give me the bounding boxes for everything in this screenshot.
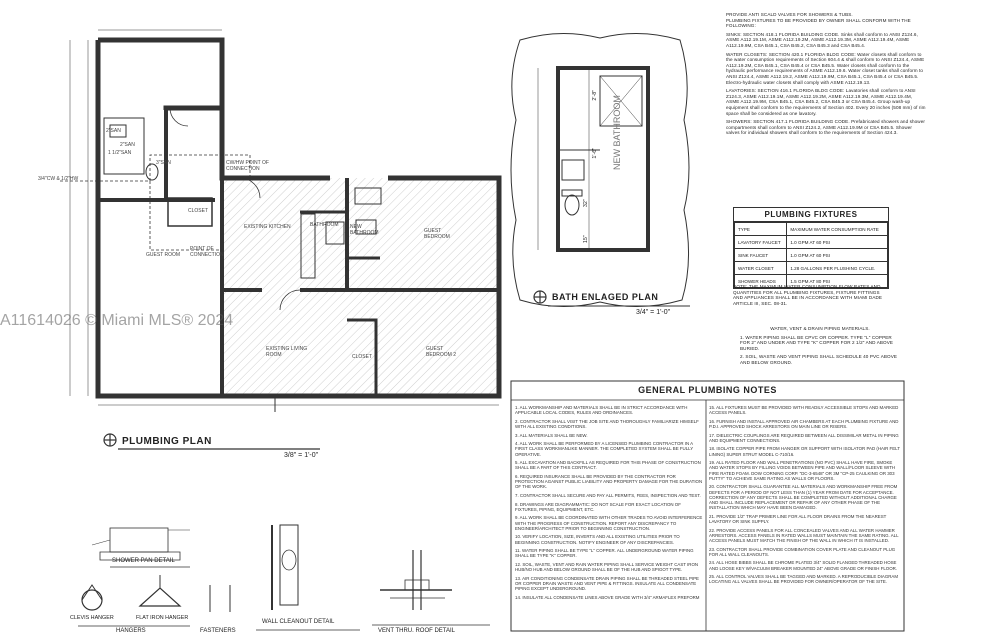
- note-item: 5. ALL EXCAVATION AND BACKFILL AS REQUIRED FOR THIS PHASE OF CONSTRUCTION SHALL BE A PART OF THIS CONTRACT.: [515, 460, 701, 471]
- room-living: EXISTING LIVING ROOM: [266, 346, 308, 358]
- callout-poc: POINT OF CONNECTION: [190, 246, 224, 258]
- note-item: 21. PROVIDE 1/2" TRAP PRIMER LINE FOR ALL FLOOR DRAINS FROM THE NEAREST LAVATORY OR SINK SUPPLY.: [709, 513, 887, 524]
- note-item: 2. CONTRACTOR SHALL VISIT THE JOB SITE AND THOROUGHLY FAMILIARIZE HIMSELF WITH ALL EXISTING CONDITIONS.: [515, 418, 699, 429]
- table-cell: SINK FAUCET: [735, 249, 787, 262]
- piping-item-1: 1. WATER PIPING SHALL BE CPVC OR COPPER. TYPE "L" COPPER FOR 2" AND UNDER AND TYPE "K" COPPER FOR 2 1/2" AND ABOVE BURIED.: [740, 334, 894, 351]
- note-item: 22. PROVIDE ACCESS PANELS FOR ALL CONCEALED VALVES AND ALL WATER HAMMER ARRESTORS. ACCESS PANELS IN RATED WALLS MUST MAINTAIN THE SAME RATING. ALL ACCESS PANELS MUST MATCH THE FINISH OF THE WALL IN WHICH IT IS INSTALLED.: [709, 527, 899, 543]
- bath-dim-4: 15": [582, 235, 589, 244]
- watermark: A11614026 © Miami MLS® 2024: [0, 312, 234, 329]
- table-cell: 1.0 GPM AT 60 PSI: [787, 236, 888, 249]
- fixtures-table: [733, 207, 889, 289]
- bath-scale: 3/4" = 1'-0": [636, 309, 671, 316]
- callout-san-3: 2"SAN: [120, 142, 135, 148]
- room-guest-bedroom: GUEST BEDROOM: [424, 228, 450, 240]
- note-item: 19. ALL RATED FLOOR AND WALL PENETRATIONS (NO PVC) SHALL HAVE FIRE, SMOKE AND WATER STOPS BY FILLING VOIDS BETWEEN PIPE AND WALL/FLOOR SLEEVE WITH FIRE RATED FOAM. DOW CORNING CORP. "DC-3-6548" OR 3M "CP-25 CAULKING OR 303 PUTTY" TO ACHIEVE SAME RATING AS WALLS OR FLOORS.: [709, 460, 896, 481]
- note-item: 13. AIR CONDITIONING CONDENSATE DRAIN PIPING SHALL BE THREADED STEEL PIPE OR COPPER DRAIN WASTE AND VENT PIPE & FITTINGS. INSULATE ALL CONDENSATE PIPING EXCEPT UNDERGROUND.: [515, 575, 699, 592]
- fixtures-note: NOTE: THE MAXIMUM WATER CONSUMPTION FLOW RATES AND QUANTITIES FOR ALL PLUMBING FIXTURES, FIXTURE FITTINGS AND APPLIANCES SHALL BE IN ACCORDANCE WITH MIAMI DADE ARTICLE III, SEC. 08-31.: [733, 284, 883, 306]
- note-item: 15. ALL FIXTURES MUST BE PROVIDED WITH READILY ACCESSIBLE STOPS AND MARKED ACCESS PANELS.: [709, 405, 899, 416]
- note-item: 23. CONTRACTOR SHALL PROVIDE COMBINATION COVER PLATE AND CLEANOUT PLUG FOR ALL WALL CLEANOUTS.: [709, 546, 896, 557]
- note-item: 16. FURNISH AND INSTALL APPROVED AIR CHAMBERS AT EACH PLUMBING FIXTURE AND P.D.I. APPROVED SHOCK ARRESTORS ON MAIN LINE OR RISERS.: [709, 418, 899, 429]
- note-item: 3. ALL MATERIALS SHALL BE NEW.: [515, 432, 588, 438]
- note-item: 20. CONTRACTOR SHALL GUARANTEE ALL MATERIALS AND WORKMANSHIP FREE FROM DEFECTS FOR A PERIOD OF NOT LESS THAN (1) YEAR FROM DATE FOR ACCEPTANCE. CORRECTION OF ANY DEFECTS SHALL BE COMPLETED WITHOUT ADDITIONAL CHARGE AND SHALL INCLUDE REPLACEMENT OR REPAIR OF ANY OTHER PHASE OF THE INSTALLATION WHICH MAY HAVE BEEN DAMAGED.: [709, 484, 898, 511]
- room-kitchen: EXISTING KITCHEN: [244, 224, 291, 230]
- table-header: TYPE: [735, 223, 787, 236]
- bath-dim-1: 2'-8": [592, 89, 599, 101]
- table-cell: WATER CLOSET: [735, 262, 787, 275]
- note-item: 25. ALL CONTROL VALVES SHALL BE TAGGED AND MARKED. A REPRODUCIBLE DIAGRAM LOCATING ALL VALVES SHALL BE PROVIDED FOR OWNER/OPERATOR OF THE SITE.: [709, 574, 899, 585]
- note-item: 4. ALL WORK SHALL BE PERFORMED BY A LICENSED PLUMBING CONTRACTOR IN A FIRST CLASS WORKMANLIKE MANNER. THE COMPLETED SYSTEM SHALL BE FULLY OPERATIVE.: [515, 441, 694, 457]
- table-cell: 1.28 GALLONS PER FLUSHING CYCLE.: [787, 262, 888, 275]
- vent-roof-title: VENT THRU. ROOF DETAIL: [378, 628, 456, 634]
- table-cell: SHOWER HEADS: [735, 275, 787, 288]
- note-item: 14. INSULATE ALL CONDENSATE LINES ABOVE GRADE WITH 3/4" ARMAFLEX PREFORM: [515, 594, 700, 600]
- spec-notes: [726, 12, 926, 136]
- fasteners-title: FASTENERS: [200, 628, 236, 634]
- fixtures-grid: [734, 222, 888, 288]
- note-item: 10. VERIFY LOCATION, SIZE, INVERTS AND ALL EXISTING UTILITIES PRIOR TO BEGINNING CONSTRUCTION. NOTIFY ENGINEER OF ANY DISCREPANCIES.: [515, 534, 680, 545]
- callout-san-1: 2"SAN: [106, 128, 121, 134]
- spec-note-1: PROVIDE ANTI SCALD VALVES FOR SHOWERS & TUBS.: [726, 12, 853, 17]
- note-item: 17. DIELECTRIC COUPLINGS ARE REQUIRED BETWEEN ALL DISSIMILAR METAL IN PIPING AND EQUIPMENT CONNECTIONS.: [709, 432, 899, 443]
- fixtures-title: PLUMBING FIXTURES: [734, 208, 888, 222]
- room-closet-2: CLOSET: [352, 354, 373, 360]
- hangers-title: HANGERS: [116, 628, 146, 634]
- bath-title: BATH ENLAGED PLAN: [552, 292, 659, 302]
- callout-water-size: 3/4"CW & 1/2"HW: [38, 176, 79, 182]
- table-row: [735, 236, 888, 249]
- table-cell: 1.5 GPM AT 80 PSI: [787, 275, 888, 288]
- note-item: 6. REQUIRED INSURANCE SHALL BE PROVIDED BY THE CONTRACTOR FOR PROTECTION AGAINST PUBLIC LIABILITY AND PROPERTY DAMAGE FOR THE DURATION OF THE WORK.: [515, 473, 703, 490]
- note-item: 9. ALL WORK SHALL BE COORDINATED WITH OTHER TRADES TO AVOID INTERFERENCE WITH THE PROGRESS OF CONSTRUCTION. REPORT ANY DISCREPANCY TO ENGINEER/ARCHITECT PRIOR TO BEGINNING CONSTRUCTION.: [515, 515, 703, 531]
- room-guest: GUEST ROOM: [146, 252, 181, 258]
- table-header-row: [735, 223, 888, 236]
- table-cell: 1.0 GPM AT 60 PSI: [787, 249, 888, 262]
- plan-title: PLUMBING PLAN: [122, 436, 212, 447]
- spec-water-closets: WATER CLOSETS: SECTION 420.1 FLORIDA BLDG CODE: Water closets shall conform to the water consumption requirements of Section 604.4 & shall conform to ANSI Z124.4, ASME A112.19.2M, CSA B45.1, CSA B45.4 or CSA B45.5. Water closets shall conform to the hydraulic performance requirements of ASME A112.19.6. Water closet tanks shall conform to ANSI Z124.4, ASME A112.19.2, ASME A112.19.9M, CSA B45.1, CSA B45.4 or CSA B45.5. Electro-hydraulic water closets shall comply with ASME A112.19.13.: [726, 51, 925, 85]
- piping-title: WATER, VENT & DRAIN PIPING MATERIALS.: [770, 326, 870, 331]
- clevis-label: CLEVIS HANGER: [70, 615, 114, 621]
- note-item: 11. WATER PIPING SHALL BE TYPE "L" COPPER. ALL UNDERGROUND WATER PIPING SHALL BE TYPE "K" COPPER.: [515, 548, 694, 559]
- note-item: 18. ISOLATE COPPER PIPE FROM HANGER OR SUPPORT WITH ISOLATOR PAD (HAIR FELT LINING) SUPER STRUT MODEL C-710/16.: [709, 446, 900, 457]
- general-notes-right: [709, 405, 901, 588]
- note-item: 1. ALL WORKMANSHIP AND MATERIALS SHALL BE IN STRICT ACCORDANCE WITH APPLICABLE LOCAL CODES, RULES AND ORDINANCES.: [515, 405, 688, 416]
- table-header: MAXIMUM WATER CONSUMPTION RATE: [787, 223, 888, 236]
- general-notes-left: [515, 405, 703, 603]
- wall-cleanout-title: WALL CLEANOUT DETAIL: [262, 619, 335, 625]
- room-closet: CLOSET: [188, 208, 209, 214]
- callout-connection: CW/HW POINT OF CONNECTION: [226, 160, 269, 172]
- spec-lavatories: LAVATORIES: SECTION 416.1 FLORIDA BLDG CODE: Lavatories shall conform to ANSI Z124.3, ASME A112.19.1M, ASME A112.19.2M, ASME A112.19.3M, ASME A112.19.4M, ASME A112.19.9M, CSA B45.1, CSA B45.2, CSA B45.3 or CSA B45.4. Group wash-up equipment shall conform to the requirements of Section 402. Every 20 inches (508 mm) of rim space shall be considered as one lavatory.: [726, 88, 926, 116]
- callout-san-4: 1 1/2"SAN: [108, 150, 132, 156]
- spec-note-2: PLUMBING FIXTURES TO BE PROVIDED BY OWNER SHALL CONFORM WITH THE FOLLOWING:: [726, 17, 911, 29]
- note-item: 8. DRAWINGS ARE DIAGRAMMATIC: DO NOT SCALE FOR EXACT LOCATION OF FIXTURES, PIPING, EQUIPMENT, ETC.: [515, 501, 681, 512]
- room-new-bathroom: NEW BATHROOM: [350, 224, 379, 236]
- callout-san-2: 3"SAN: [156, 160, 171, 166]
- bath-dim-2: 1'-6": [592, 147, 599, 159]
- room-guest-bedroom-2: GUEST BEDROOM 2: [426, 346, 457, 358]
- spec-sinks: SINKS: SECTION 418.1 FLORIDA BUILDING CODE. Sinks shall conform to ANSI Z124.6, ASME A112.19.1M, ASME A112.19.2M, ASME A112.19.3M, ASME A112.19.4M, ASME A112.19.9M, CSA B45.1, CSA B45.2, CSA B45.3 and CSA B45.4.: [726, 31, 918, 48]
- general-notes-title: GENERAL PLUMBING NOTES: [638, 385, 777, 395]
- flat-iron-label: FLAT IRON HANGER: [136, 615, 189, 621]
- table-row: [735, 262, 888, 275]
- plan-scale: 3/8" = 1'-0": [284, 452, 319, 459]
- note-item: 12. SOIL, WASTE, VENT AND RAIN WATER PIPING SHALL SERVICE WEIGHT CAST IRON HUB/NO HUB AND BELOW GROUND SHALL BE OF THE HUB AND SPIGOT TYPE.: [515, 561, 699, 573]
- spec-showers: SHOWERS: SECTION 417.1 FLORIDA BUILDING CODE. Prefabricated showers and shower compartments shall conform to ANSI Z124.2, ASME A112.19.9M or CSA B45.5. Shower valves for individual showers shall conform to the requirements of Section 424.3.: [726, 119, 926, 136]
- table-row: [735, 249, 888, 262]
- table-cell: LAVATORY FAUCET: [735, 236, 787, 249]
- piping-section: [740, 326, 900, 366]
- shower-pan-title: SHOWER PAN DETAIL: [112, 558, 175, 564]
- bath-room-label: NEW BATHROOM: [612, 95, 622, 170]
- bath-enlarged-plan: [511, 33, 690, 306]
- note-item: 24. ALL HOSE BIBBS SHALL BE CHROME PLATED 3/4" SOLID FLANGED THREADED HOSE AND LOOSE KEY W/VACUUM BREAKER MOUNTED 24" ABOVE GRADE OR FINISH FLOOR.: [709, 560, 898, 571]
- room-bathroom: BATHROOM: [310, 222, 339, 228]
- bath-dim-3: 32": [582, 199, 589, 208]
- piping-item-2: 2. SOIL, WASTE AND VENT PIPING SHALL SCHEDULE 40 PVC ABOVE AND BELOW GROUND.: [740, 354, 898, 365]
- note-item: 7. CONTRACTOR SHALL SECURE AND PAY ALL PERMITS, FEES, INSPECTION AND TEST.: [515, 492, 701, 498]
